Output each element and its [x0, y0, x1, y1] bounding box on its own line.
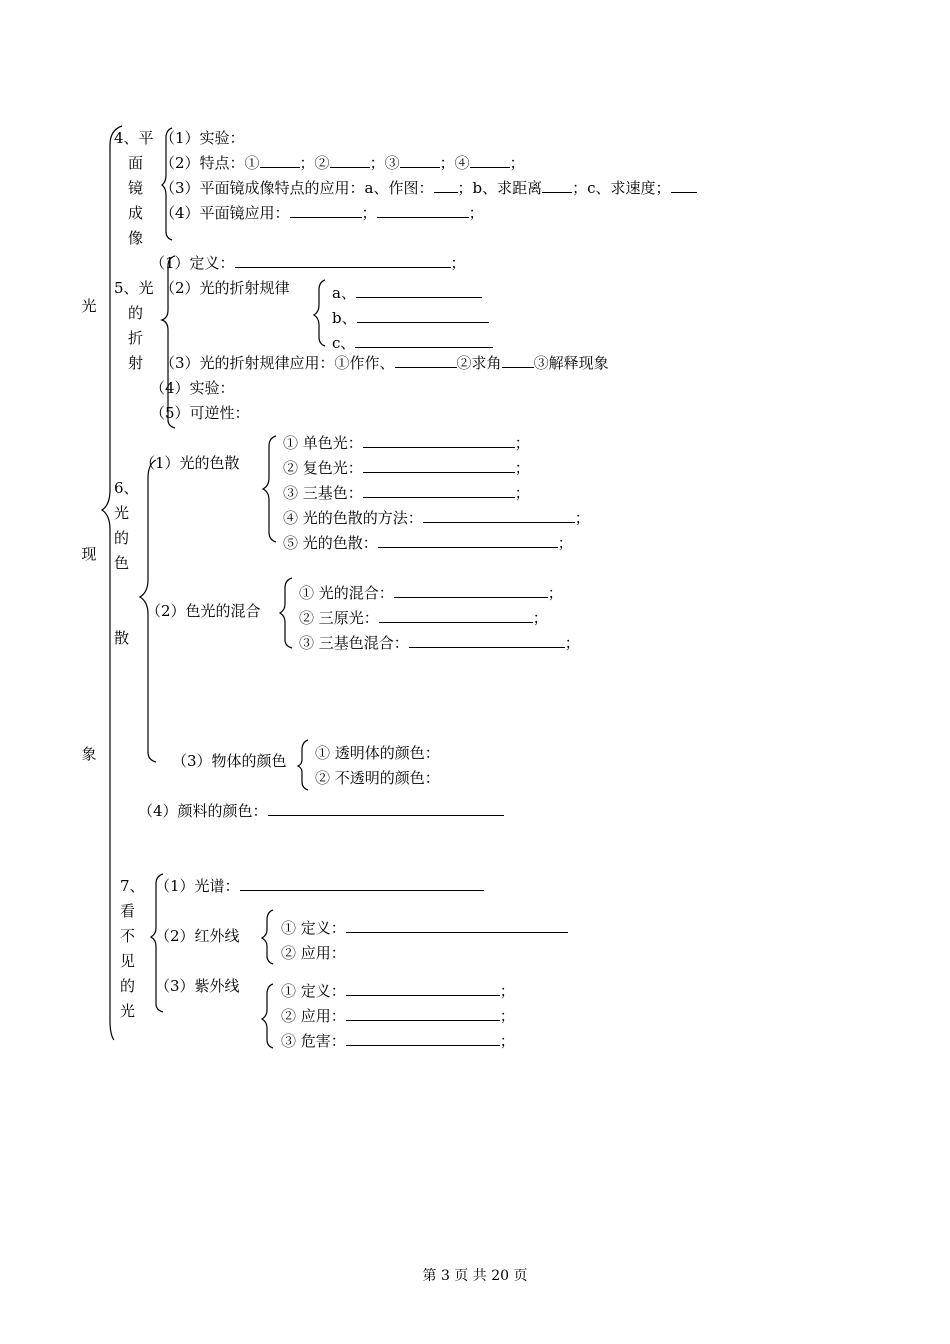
- s5-title-1: 5、光: [114, 279, 154, 297]
- s6-mix: （2）色光的混合: [146, 602, 261, 620]
- s4-title-3: 镜: [128, 179, 144, 197]
- s6-title-5: 散: [114, 629, 130, 647]
- s4-title-5: 像: [128, 229, 144, 247]
- s4-application: （3）平面镜成像特点的应用：a、作图： ；b、求距离 ；c、求速度；: [160, 179, 697, 197]
- s7-uv-item: ① 定义： ；: [281, 982, 515, 1000]
- s5-experiment: （4）实验：: [150, 379, 235, 397]
- s7-ultraviolet: （3）紫外线: [155, 977, 240, 995]
- s7-uv-item: ② 应用： ；: [281, 1007, 515, 1025]
- s6-mix-item: ② 三原光： ；: [299, 609, 548, 627]
- s5-title-2: 的: [128, 304, 144, 322]
- s7-title-4: 见: [120, 952, 136, 970]
- s5-law: （2）光的折射规律: [160, 279, 290, 297]
- s6-object-color: （3）物体的颜色: [172, 752, 287, 770]
- s6-disp-item: ⑤ 光的色散： ；: [283, 534, 573, 552]
- s7-title-1: 7、: [120, 877, 145, 895]
- s4-features: （2）特点：① ；② ；③ ；④ ；: [160, 154, 525, 172]
- s7-title-5: 的: [120, 977, 136, 995]
- s4-uses: （4）平面镜应用： ； ；: [160, 204, 484, 222]
- s5-application: （3）光的折射规律应用：①作作、 ②求角 ③解释现象: [160, 354, 609, 372]
- s6-mix-item: ① 光的混合： ；: [299, 584, 563, 602]
- s6-disp-item: ② 复色光： ；: [283, 459, 530, 477]
- s5-law-a: a、: [332, 284, 482, 302]
- s6-disp-item: ① 单色光： ；: [283, 434, 530, 452]
- main-title-char: 象: [81, 745, 97, 763]
- s7-title-3: 不: [120, 927, 136, 945]
- s6-mix-item: ③ 三基色混合： ；: [299, 634, 580, 652]
- s7-infrared: （2）红外线: [155, 927, 240, 945]
- main-title-char: 光: [81, 297, 97, 315]
- s7-ir-item: ① 定义：: [281, 919, 568, 937]
- s6-disp-item: ④ 光的色散的方法： ；: [283, 509, 590, 527]
- s7-uv-item: ③ 危害： ；: [281, 1032, 515, 1050]
- s5-law-c: c、: [332, 334, 493, 352]
- page-footer: 第 3 页 共 20 页: [422, 1268, 528, 1284]
- s7-spectrum: （1）光谱：: [155, 877, 484, 895]
- s7-title-6: 光: [120, 1002, 136, 1020]
- s4-title-4: 成: [128, 204, 144, 222]
- s6-disp-item: ③ 三基色： ；: [283, 484, 530, 502]
- s5-reversibility: （5）可逆性：: [150, 404, 250, 422]
- s4-title-1: 4、平: [114, 129, 154, 147]
- s4-experiment: （1）实验：: [160, 129, 245, 147]
- s6-pigment-color: （4）颜料的颜色：: [138, 802, 504, 820]
- s6-title-3: 的: [114, 529, 130, 547]
- s6-title-4: 色: [114, 554, 130, 572]
- main-title-char: 现: [81, 545, 97, 563]
- s7-ir-item: ② 应用：: [281, 944, 346, 962]
- s6-dispersion: （1）光的色散: [140, 454, 240, 472]
- s6-title-1: 6、: [114, 479, 139, 497]
- s6-title-2: 光: [114, 504, 130, 522]
- s5-law-b: b、: [332, 309, 489, 327]
- s6-obj-item: ① 透明体的颜色：: [315, 744, 440, 762]
- s7-title-2: 看: [120, 902, 136, 920]
- s5-title-3: 折: [128, 329, 144, 347]
- s4-title-2: 面: [128, 154, 144, 172]
- s6-obj-item: ② 不透明的颜色：: [315, 769, 440, 787]
- s5-definition: （1）定义： ；: [150, 254, 466, 272]
- s5-title-4: 射: [128, 354, 144, 372]
